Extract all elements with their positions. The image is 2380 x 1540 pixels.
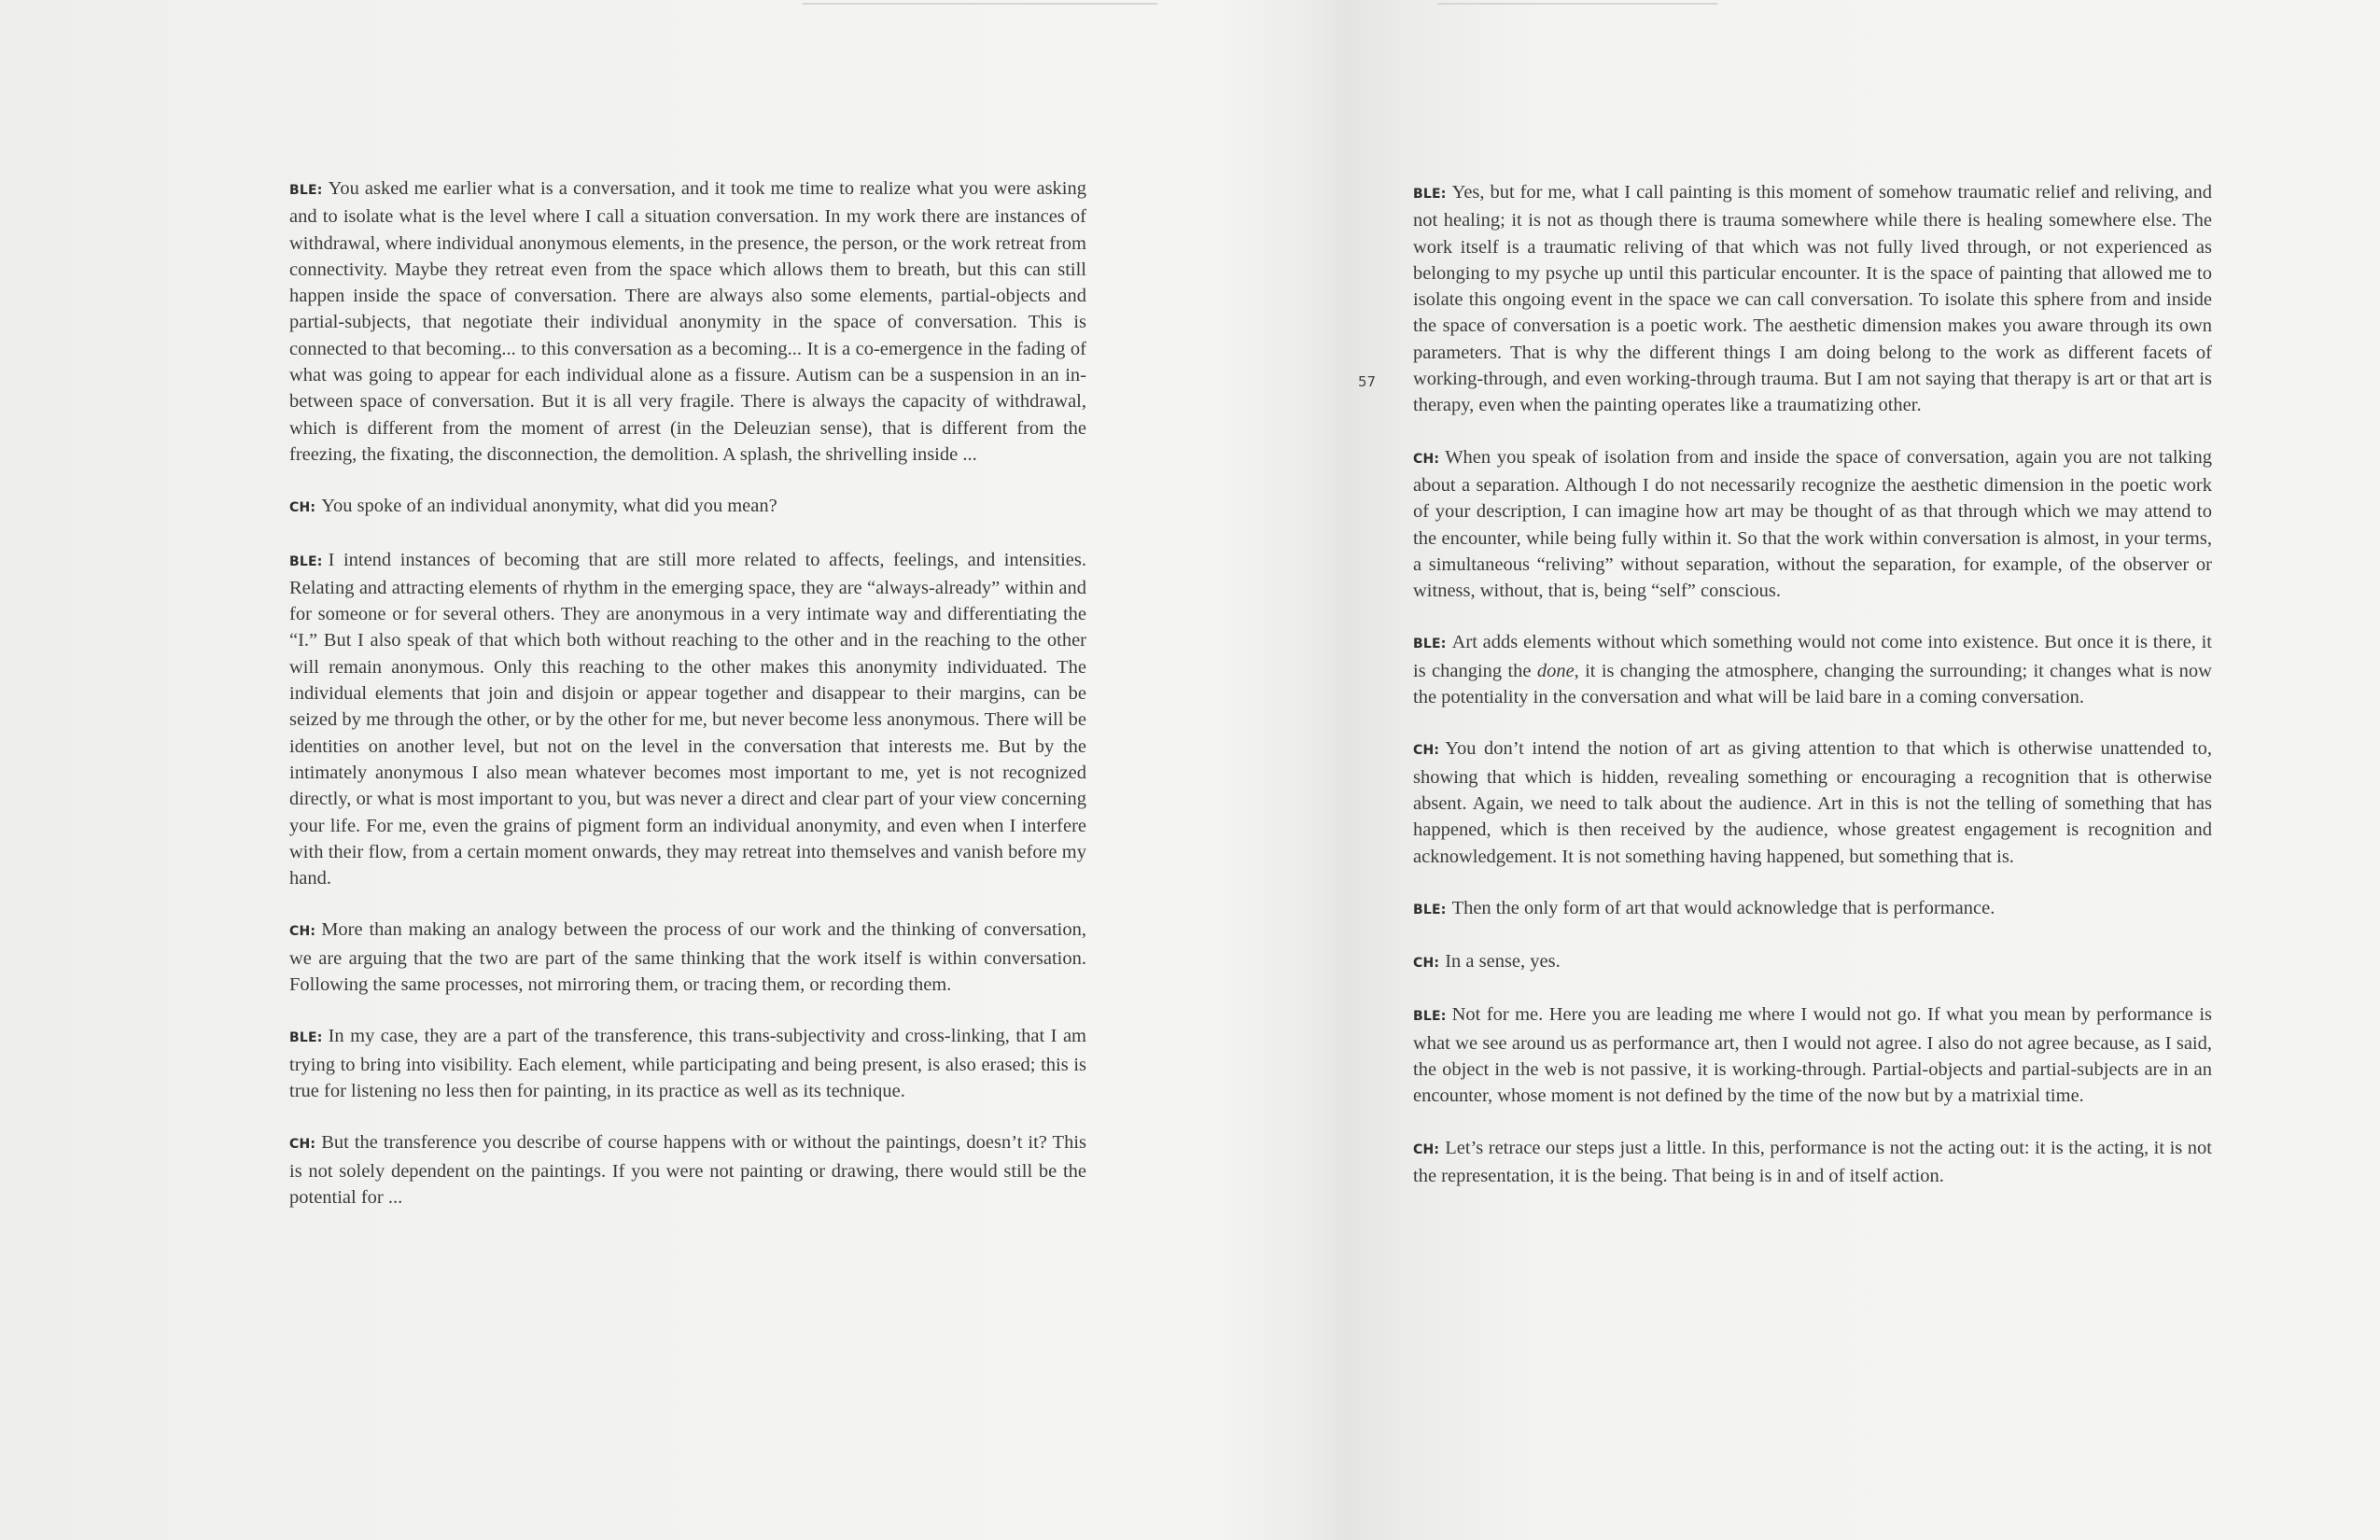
- speaker-label: CH:: [289, 924, 316, 940]
- dialogue-paragraph: [1413, 179, 2212, 419]
- dialogue-paragraph: [1413, 735, 2212, 869]
- paragraph-text: You don’t intend the notion of art as giving attention to that which is otherwise unattended to, showing that which is hidden, revealing something or encouraging a recognition that is otherwise absent. Again, we need to talk about the audience. Art in this is not the telling of something that has happened, which is then received by the audience, whose greatest engagement is recognition and acknowledgement. It is not something having happened, but something that is.: [1413, 738, 2212, 867]
- dialogue-paragraph: [1413, 948, 2212, 976]
- dialogue-paragraph: [1413, 895, 2212, 923]
- speaker-label: BLE:: [289, 183, 323, 198]
- speaker-label: BLE:: [289, 553, 323, 569]
- dialogue-paragraph: [289, 1023, 1086, 1104]
- paragraph-text: In my case, they are a part of the transference, this trans-subjectivity and cross-linking, that I am trying to bring into visibility. Each element, while participating and being present, is also erased; this is true for listening no less then for painting, in its practice as well as its technique.: [289, 1026, 1086, 1101]
- dialogue-paragraph: [289, 917, 1086, 998]
- dialogue-paragraph: [1413, 1135, 2212, 1190]
- top-edge-rule-right: [1437, 3, 1717, 5]
- paragraph-text: Not for me. Here you are leading me where I would not go. If what you mean by performance is what we see around us as performance art, then I would not agree. I also do not agree because, as I said, the object in the web is not passive, it is working-through. Partial-objects and partial-subjects are in an encounter, whose moment is not defined by the time of the now but by a matrixial time.: [1413, 1004, 2212, 1107]
- dialogue-paragraph: [289, 493, 1086, 521]
- dialogue-paragraph: [289, 1129, 1086, 1211]
- paragraph-text: I intend instances of becoming that are still more related to affects, feelings, and intensities. Relating and attracting elements of rhythm in the emerging space, they are “always-already” within and for someone or for several others. They are anonymous in a very intimate way and differentiating the “I.” But I also speak of that which both without reaching to the other and in the reaching to the other will remain anonymous. Only this reaching to the other makes this anonymity individuated. The individual elements that join and disjoin or appear together and disappear to their margins, can be seized by me through the other, or by the other for me, but never become less anonymous. There will be identities on another level, but not on the level in the conversation that interests me. But by the intimately anonymous I also mean whatever becomes most important to me, yet is not recognized directly, or what is most important to you, but was never a direct and clear part of your view concerning your life. For me, even the grains of pigment form an individual anonymity, and even when I interfere with their flow, from a certain moment onwards, they may retreat into themselves and vanish before my hand.: [289, 549, 1086, 889]
- paragraph-text: You spoke of an individual anonymity, what did you mean?: [321, 496, 777, 517]
- paragraph-text-before-emphasis: Art adds elements without which something would not come into existence. But once it is there, it is changing the: [1413, 632, 2212, 681]
- speaker-label: CH:: [1413, 1141, 1440, 1157]
- page-number: 57: [1358, 373, 1377, 390]
- speaker-label: CH:: [289, 1137, 316, 1153]
- speaker-label: BLE:: [1413, 902, 1447, 917]
- speaker-label: BLE:: [1413, 1009, 1447, 1025]
- paragraph-text-after-emphasis: , it is changing the atmosphere, changing the surrounding; it changes what is now the potentiality in the conversation and what will be laid bare in a coming conversation.: [1413, 660, 2212, 708]
- emphasized-word: done: [1536, 660, 1575, 681]
- speaker-label: CH:: [289, 500, 316, 516]
- paragraph-text: Then the only form of art that would acknowledge that is performance.: [1451, 897, 1995, 918]
- dialogue-paragraph: [289, 175, 1086, 468]
- paragraph-text: More than making an analogy between the process of our work and the thinking of conversation, we are arguing that the two are part of the same thinking that the work itself is within conversation. Following the same processes, not mirroring them, or tracing them, or recording them.: [289, 919, 1086, 996]
- speaker-label: CH:: [1413, 743, 1440, 759]
- top-edge-rule-left: [803, 3, 1157, 5]
- paragraph-text: When you speak of isolation from and inside the space of conversation, again you are not talking about a separation. Although I do not necessarily recognize the aesthetic dimension in the poetic work of your description, I can imagine how art may be thought of as that through which we may attend to the encounter, while being fully within it. So that the work within conversation is almost, in your terms, a simultaneous “reliving” without separation, without the separation, for example, of the observer or witness, without, that is, being “self” conscious.: [1413, 446, 2212, 602]
- speaker-label: BLE:: [1413, 637, 1447, 652]
- left-page-column: [289, 175, 1086, 1236]
- speaker-label: CH:: [1413, 451, 1440, 467]
- paragraph-text: Yes, but for me, what I call painting is this moment of somehow traumatic relief and reliving, and not healing; it is not as though there is trauma somewhere while there is healing somewhere else. The work itself is a traumatic reliving of that which was not fully lived through, or not experienced as belonging to my psyche up until this particular encounter. It is the space of painting that allowed me to isolate this ongoing event in the space we can call conversation. To isolate this sphere from and inside the space of conversation is a poetic work. The aesthetic dimension makes you aware through its own parameters. That is why the different things I am doing belong to the work as different facets of working-through, and even working-through trauma. But I am not saying that therapy is art or that art is therapy, even when the painting operates like a traumatizing other.: [1413, 182, 2212, 416]
- speaker-label: CH:: [1413, 956, 1440, 972]
- dialogue-paragraph: [1413, 1001, 2212, 1109]
- dialogue-paragraph: [1413, 629, 2212, 710]
- dialogue-paragraph: [289, 547, 1086, 892]
- speaker-label: BLE:: [1413, 187, 1447, 202]
- paragraph-text: You asked me earlier what is a conversation, and it took me time to realize what you were asking and to isolate what is the level where I call a situation conversation. In my work there are instances of withdrawal, where individual anonymous elements, in the presence, the person, or the work retreat from connectivity. Maybe they retreat even from the space which allows them to breath, but this can still happen inside the space of conversation. There are always also some elements, partial-objects and partial-subjects, that negotiate their individual anonymity in the space of conversation. This is connected to that becoming... to this conversation as a becoming... It is a co-emergence in the fading of what was going to appear for each individual alone as a fissure. Autism can be a suspension in an in-between space of conversation. But it is all very fragile. There is always the capacity of withdrawal, which is different from the moment of arrest (in the Deleuzian sense), that is different from the freezing, the fixating, the disconnection, the demolition. A splash, the shrivelling inside ...: [289, 178, 1086, 465]
- dialogue-paragraph: [1413, 444, 2212, 605]
- right-page-column: [1413, 179, 2212, 1214]
- speaker-label: BLE:: [289, 1030, 323, 1046]
- paragraph-text: In a sense, yes.: [1445, 951, 1561, 973]
- paragraph-text: Let’s retrace our steps just a little. In this, performance is not the acting out: it is the acting, it is not the representation, it is the being. That being is in and of itself action.: [1413, 1137, 2212, 1186]
- paragraph-text: But the transference you describe of course happens with or without the paintings, doesn’t it? This is not solely dependent on the paintings. If you were not painting or drawing, there would still be the potential for ...: [289, 1132, 1086, 1208]
